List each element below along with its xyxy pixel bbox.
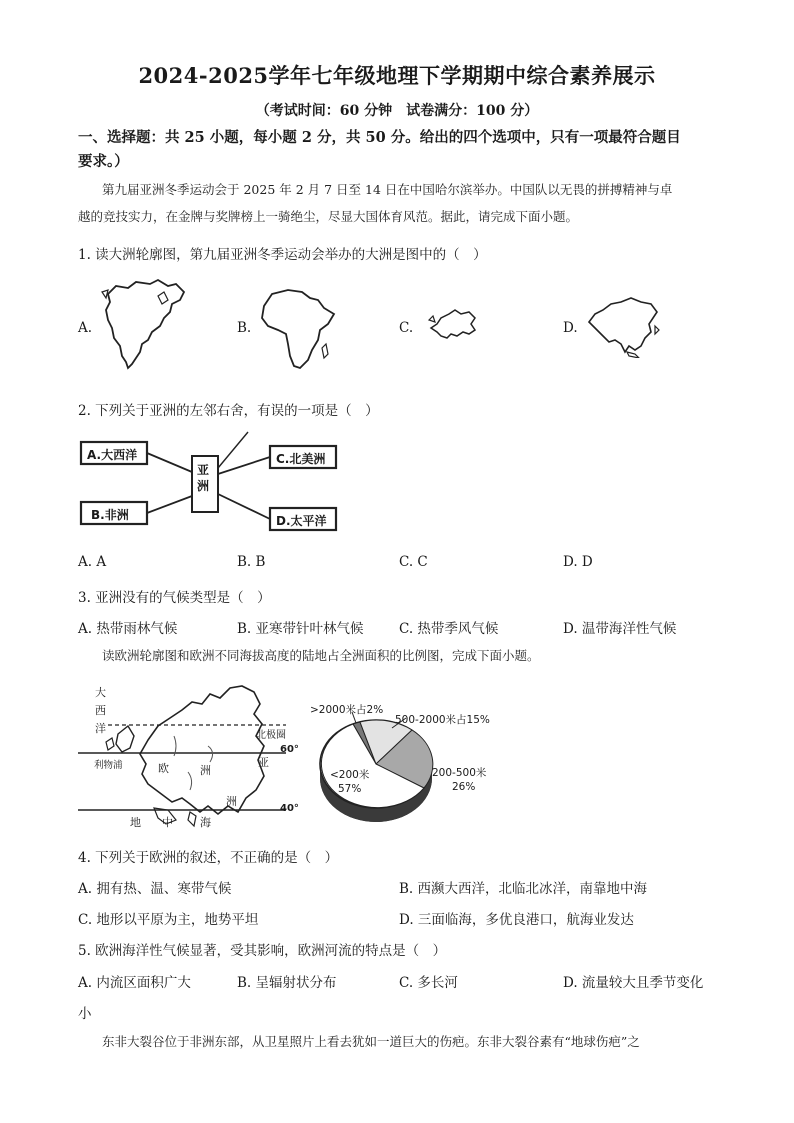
map-label-med-2: 中: [162, 816, 173, 829]
map-label-arctic-circle: 北极圈: [256, 730, 286, 741]
passage-asian-winter-games: [78, 176, 728, 230]
map-label-atlantic-2: 西: [95, 704, 106, 717]
q3-option-c: C. 热带季风气候: [399, 621, 499, 637]
box-c-north-america: C.北美洲: [276, 452, 326, 466]
passage-europe-figure-intro: 读欧洲轮廓图和欧洲不同海拔高度的陆地占全洲面积的比例图，完成下面小题。: [102, 648, 540, 663]
map-label-med-1: 地: [130, 816, 141, 829]
map-label-asia-2: 洲: [226, 795, 237, 808]
q3-option-a: A. 热带雨林气候: [78, 621, 178, 637]
passage-line: 第九届亚洲冬季运动会于 2025 年 2 月 7 日至 14 日在中国哈尔滨举办。中国队以无畏的拼搏精神与卓: [102, 182, 673, 197]
q2-option-b: B. B: [237, 554, 266, 570]
map-label-lat-60: 60°: [280, 744, 299, 755]
q5-option-d-wrap: 小: [78, 1006, 92, 1022]
exam-title: 2024-2025学年七年级地理下学期期中综合素养展示: [138, 63, 656, 88]
q4-option-a: A. 拥有热、温、寒带气候: [78, 881, 232, 897]
box-d-pacific: D.太平洋: [276, 514, 327, 528]
q2-option-c: C. C: [399, 554, 428, 570]
q5-option-c: C. 多长河: [399, 975, 458, 991]
section-heading-line1: 一、选择题：共 25 小题，每小题 2 分，共 50 分。给出的四个选项中，只有一项最符合题目: [78, 129, 681, 146]
map-label-asia-1: 亚: [258, 756, 269, 769]
box-center-asia: 亚洲: [197, 463, 210, 493]
map-label-liverpool: 利物浦: [94, 760, 123, 771]
q4-option-d: D. 三面临海，多优良港口，航海业发达: [399, 912, 634, 928]
pie-label-200-500-pct: 26%: [452, 781, 476, 793]
passage-line: 越的竞技实力，在金牌与奖牌榜上一骑绝尘，尽显大国体育风范。据此，请完成下面小题。: [78, 209, 579, 224]
map-label-lat-40: 40°: [280, 803, 299, 814]
north-america-outline: [98, 278, 196, 370]
q4-option-b: B. 西濒大西洋，北临北冰洋，南靠地中海: [399, 881, 648, 897]
q3-option-b: B. 亚寒带针叶林气候: [237, 621, 364, 637]
q1-option-a-label: A.: [78, 320, 93, 336]
q3-option-d: D. 温带海洋性气候: [563, 621, 677, 637]
question-2: 2. 下列关于亚洲的左邻右舍，有误的一项是（ ）: [78, 403, 379, 419]
europe-outline: [425, 308, 479, 342]
box-b-africa: B.非洲: [91, 508, 129, 522]
q1-option-d-label: D.: [563, 320, 578, 336]
asia-outline: [585, 296, 661, 358]
pie-label-below-200-pct: 57%: [338, 783, 362, 795]
q5-option-b: B. 呈辐射状分布: [237, 975, 337, 991]
africa-outline: [258, 288, 340, 372]
map-label-europe-1: 欧: [158, 762, 169, 775]
question-3: 3. 亚洲没有的气候类型是（ ）: [78, 590, 271, 606]
pie-label-500-2000: 500-2000米占15%: [395, 714, 490, 726]
exam-subtitle: （考试时间：60 分钟 试卷满分：100 分）: [255, 103, 539, 119]
question-1: 1. 读大洲轮廓图，第九届亚洲冬季运动会举办的大洲是图中的（ ）: [78, 247, 487, 263]
map-label-atlantic-3: 洋: [95, 722, 106, 735]
section-heading: [78, 126, 728, 174]
q4-option-c: C. 地形以平原为主，地势平坦: [78, 912, 259, 928]
question-4: 4. 下列关于欧洲的叙述，不正确的是（ ）: [78, 850, 339, 866]
q5-option-d: D. 流量较大且季节变化: [563, 975, 704, 991]
section-heading-line2: 要求。）: [78, 153, 129, 170]
map-label-atlantic-1: 大: [95, 686, 106, 699]
map-label-med-3: 海: [200, 816, 211, 829]
pie-label-above-2000: >2000米占2%: [310, 704, 384, 716]
pie-label-200-500-range: 200-500米: [432, 767, 487, 779]
question-5: 5. 欧洲海洋性气候显著，受其影响，欧洲河流的特点是（ ）: [78, 943, 447, 959]
q2-option-a: A. A: [78, 554, 107, 570]
q1-option-c-label: C.: [399, 320, 414, 336]
box-a-atlantic: A.大西洋: [87, 448, 138, 462]
q2-option-d: D. D: [563, 554, 593, 570]
map-label-europe-2: 洲: [200, 764, 211, 777]
q1-option-b-label: B.: [237, 320, 252, 336]
passage-east-african-rift: 东非大裂谷位于非洲东部，从卫星照片上看去犹如一道巨大的伤疤。东非大裂谷素有“地球伤疤”之: [102, 1034, 640, 1049]
q5-option-a: A. 内流区面积广大: [78, 975, 191, 991]
pie-label-below-200-range: <200米: [330, 769, 370, 781]
